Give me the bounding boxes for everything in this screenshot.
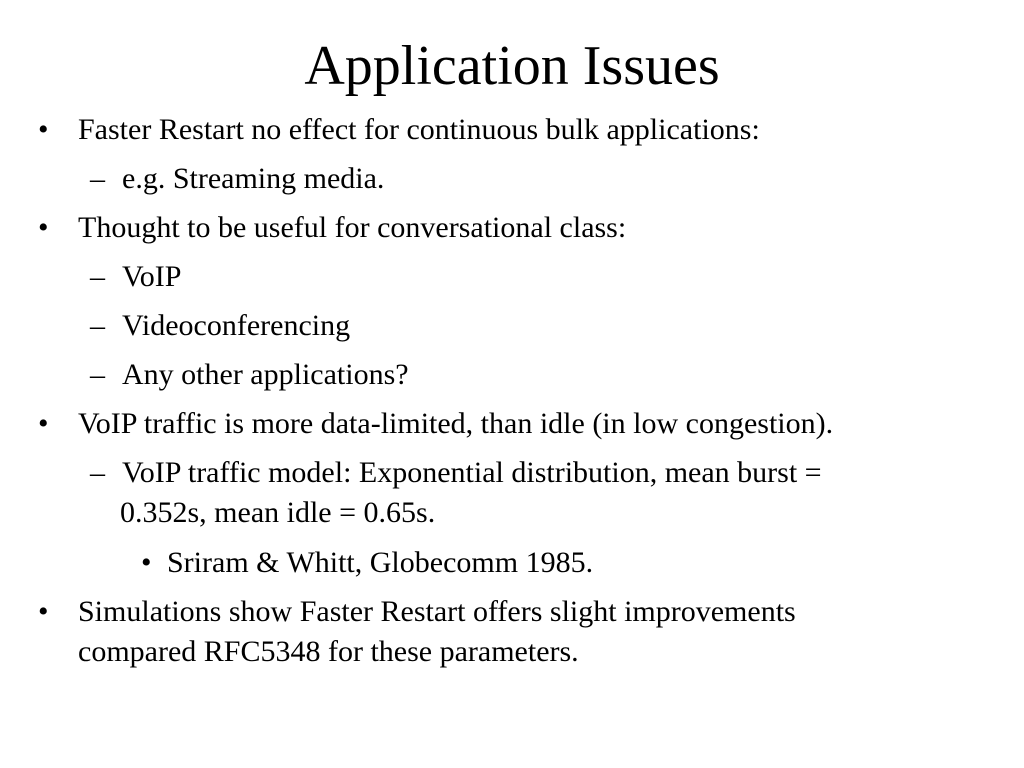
bullet-text: Thought to be useful for conversational class: (78, 211, 627, 244)
bullet-marker: • (38, 407, 49, 440)
bullet-marker: • (38, 595, 49, 628)
sub-bullet-text: Any other applications? (122, 358, 409, 391)
dash-marker: – (90, 309, 105, 342)
bullet-item (38, 110, 760, 150)
sub-bullet-text: VoIP (122, 260, 182, 293)
dash-marker: – (90, 260, 105, 293)
bullet-text: VoIP traffic is more data-limited, than idle (in low congestion). (78, 407, 834, 440)
bullet-item (38, 208, 627, 248)
sub-sub-bullet-text: Sriram & Whitt, Globecomm 1985. (167, 546, 594, 579)
sub-bullet-item (90, 306, 351, 346)
bullet-marker: • (38, 211, 49, 244)
sub-sub-bullet-item (141, 543, 594, 583)
sub-bullet-item (90, 159, 385, 199)
bullet-marker: • (141, 546, 152, 579)
bullet-text: Faster Restart no effect for continuous bulk applications: (78, 113, 760, 146)
sub-bullet-text-line-1: VoIP traffic model: Exponential distribution, mean burst = (122, 456, 822, 489)
dash-marker: – (90, 162, 105, 195)
sub-bullet-text-line-2: 0.352s, mean idle = 0.65s. (120, 496, 436, 529)
sub-bullet-item (90, 453, 822, 533)
sub-bullet-item (90, 257, 182, 297)
bullet-item (38, 592, 796, 672)
sub-bullet-text: e.g. Streaming media. (122, 162, 385, 195)
bullet-item (38, 404, 834, 444)
sub-bullet-item (90, 355, 409, 395)
bullet-text-line-2: compared RFC5348 for these parameters. (78, 635, 579, 668)
dash-marker: – (90, 358, 105, 391)
slide-title: Application Issues (304, 35, 720, 97)
dash-marker: – (90, 456, 105, 489)
bullet-marker: • (38, 113, 49, 146)
bullet-text-line-1: Simulations show Faster Restart offers slight improvements (78, 595, 796, 628)
sub-bullet-text: Videoconferencing (122, 309, 351, 342)
